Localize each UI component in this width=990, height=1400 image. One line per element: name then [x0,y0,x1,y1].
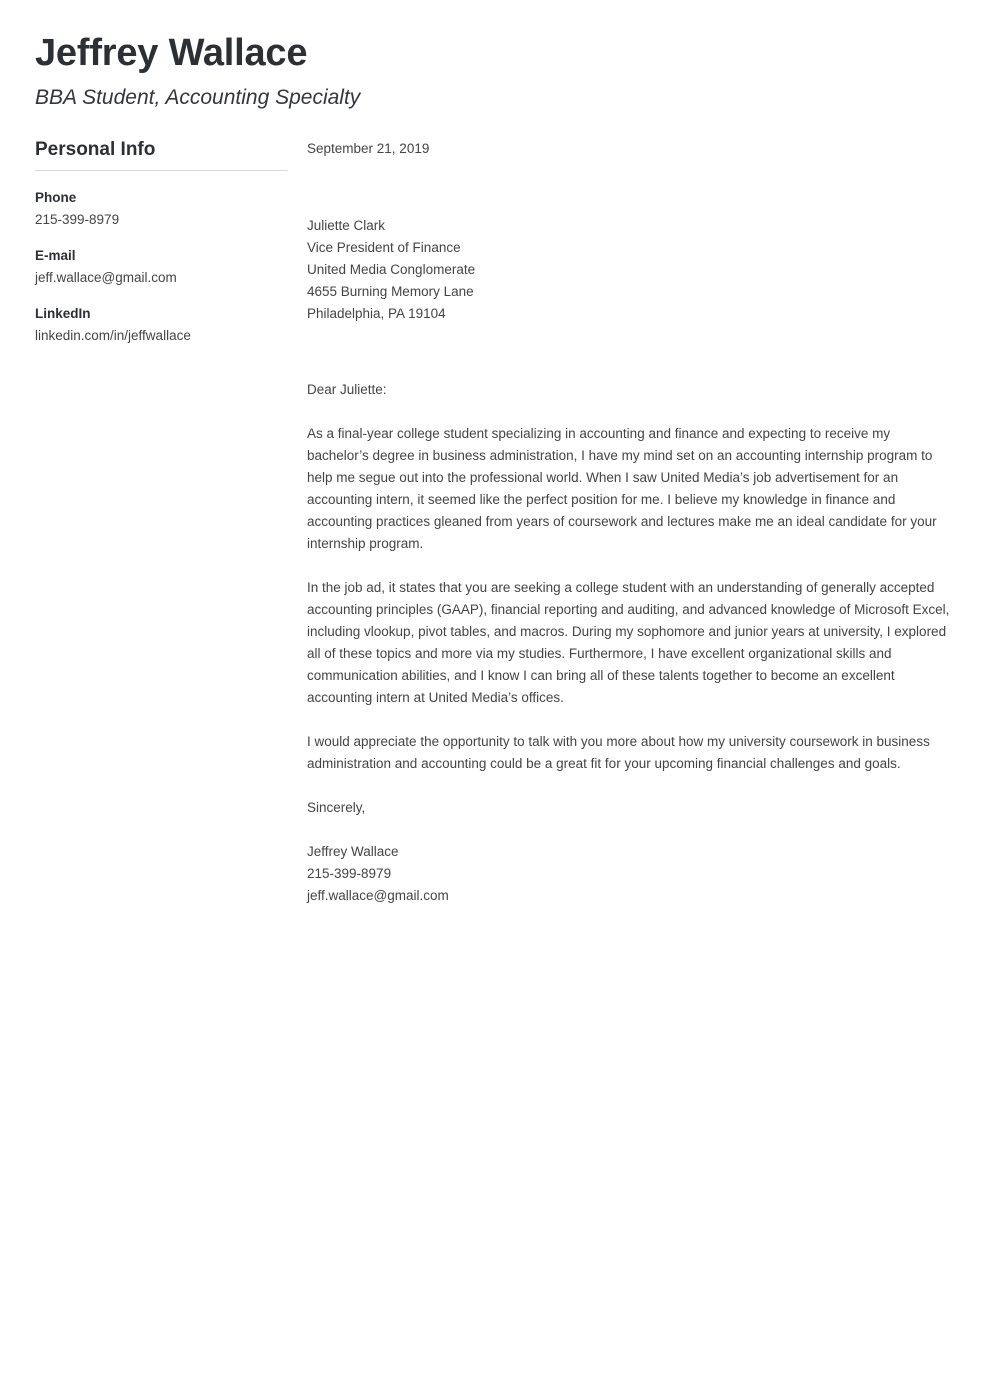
personal-info-list [35,189,287,345]
salutation: Dear Juliette: [307,382,387,397]
letter-header [35,30,735,111]
signature-email[interactable]: jeff.wallace@gmail.com [307,888,449,903]
letter-date: September 21, 2019 [307,141,430,156]
paragraph-1: As a final-year college student specializing in accounting and finance and expecting to receive my bachelor’s degree in business administration, I have my mind set on an accounting internship program to help me segue out into the professional world. When I saw United Media’s job advertisement for an accounting intern, it seemed like the perfect position for me. I believe my knowledge in finance and accounting practices gleaned from years of coursework and lectures make me an ideal candidate for your internship program. [307,426,937,551]
letter-paragraphs [307,401,955,775]
info-label-linkedin: LinkedIn [35,306,91,321]
recipient-address-block [307,158,955,325]
signature-name: Jeffrey Wallace [307,844,399,859]
personal-info-heading: Personal Info [35,139,156,160]
info-value-linkedin[interactable]: linkedin.com/in/jeffwallace [35,328,191,343]
closing-salutation: Sincerely, [307,800,366,815]
letter-body [307,139,955,907]
recipient-title: Vice President of Finance [307,240,461,255]
recipient-city-state-zip: Philadelphia, PA 19104 [307,306,446,321]
list-item [35,305,287,345]
paragraph-3: I would appreciate the opportunity to talk with you more about how my university coursework in business administration and accounting could be a great fit for your upcoming financial challenges and goals. [307,734,930,771]
info-value-phone: 215-399-8979 [35,212,120,227]
paragraph-2: In the job ad, it states that you are seeking a college student with an understanding of generally accepted accounting principles (GAAP), financial reporting and auditing, and advanced knowledge of Microsoft Excel, including vlookup, pivot tables, and macros. During my sophomore and junior years at university, I explored all of these topics and more via my studies. Furthermore, I have excellent organizational skills and communication abilities, and I know I can bring all of these talents together to become an excellent accounting intern at United Media’s offices. [307,580,950,705]
personal-info-sidebar [35,138,287,345]
info-value-email[interactable]: jeff.wallace@gmail.com [35,270,177,285]
applicant-job-title: BBA Student, Accounting Specialty [35,86,361,109]
applicant-name: Jeffrey Wallace [35,32,308,74]
section-divider [35,170,287,171]
list-item [35,189,287,229]
signature-phone: 215-399-8979 [307,866,392,881]
recipient-company: United Media Conglomerate [307,262,476,277]
list-item [35,247,287,287]
signature-block [307,819,955,907]
recipient-street: 4655 Burning Memory Lane [307,284,474,299]
recipient-name: Juliette Clark [307,218,386,233]
info-label-email: E-mail [35,248,76,263]
info-label-phone: Phone [35,190,77,205]
